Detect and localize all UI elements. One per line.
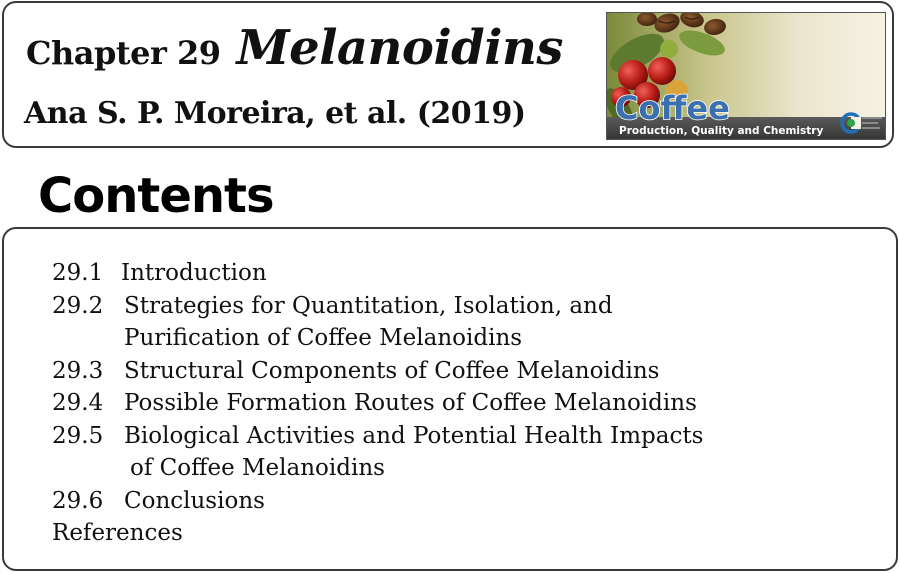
toc-section-number: 29.5 xyxy=(52,422,104,449)
book-cover-subtitle: Production, Quality and Chemistry xyxy=(619,125,824,137)
toc-section-number: 29.3 xyxy=(52,357,104,384)
chapter-heading xyxy=(26,20,563,76)
toc-section-number: 29.6 xyxy=(52,487,104,514)
toc-references[interactable] xyxy=(52,517,703,550)
contents-heading: Contents xyxy=(38,168,274,224)
toc-entry[interactable] xyxy=(52,485,703,518)
toc-section-number: 29.1 xyxy=(52,260,104,286)
toc-section-number: 29.4 xyxy=(52,390,104,416)
toc-section-title: Structural Components of Coffee Melanoidins xyxy=(124,357,660,384)
toc-section-title: Strategies for Quantitation, Isolation, and xyxy=(124,292,613,319)
chapter-authors: Ana S. P. Moreira, et al. (2019) xyxy=(24,96,526,131)
toc-section-title: Introduction xyxy=(121,260,267,286)
toc-entry[interactable] xyxy=(52,257,703,290)
table-of-contents xyxy=(52,257,703,550)
book-cover-image xyxy=(606,12,886,140)
toc-section-number: 29.2 xyxy=(52,292,104,319)
toc-references-label: References xyxy=(52,520,183,546)
chapter-title: Melanoidins xyxy=(236,20,563,76)
toc-section-title-continued: of Coffee Melanoidins xyxy=(130,455,385,481)
toc-entry[interactable] xyxy=(52,290,703,323)
toc-section-title-continued: Purification of Coffee Melanoidins xyxy=(124,325,523,351)
toc-entry[interactable] xyxy=(52,387,703,420)
book-cover-title: Coffee xyxy=(615,89,730,127)
toc-entry[interactable] xyxy=(52,355,703,388)
toc-section-title: Biological Activities and Potential Health Impacts xyxy=(124,422,704,449)
toc-section-title: Conclusions xyxy=(124,487,265,514)
book-cover-art xyxy=(607,13,886,140)
toc-entry[interactable] xyxy=(52,420,703,453)
chapter-label: Chapter 29 xyxy=(26,34,221,72)
toc-section-title: Possible Formation Routes of Coffee Melanoidins xyxy=(124,390,697,416)
